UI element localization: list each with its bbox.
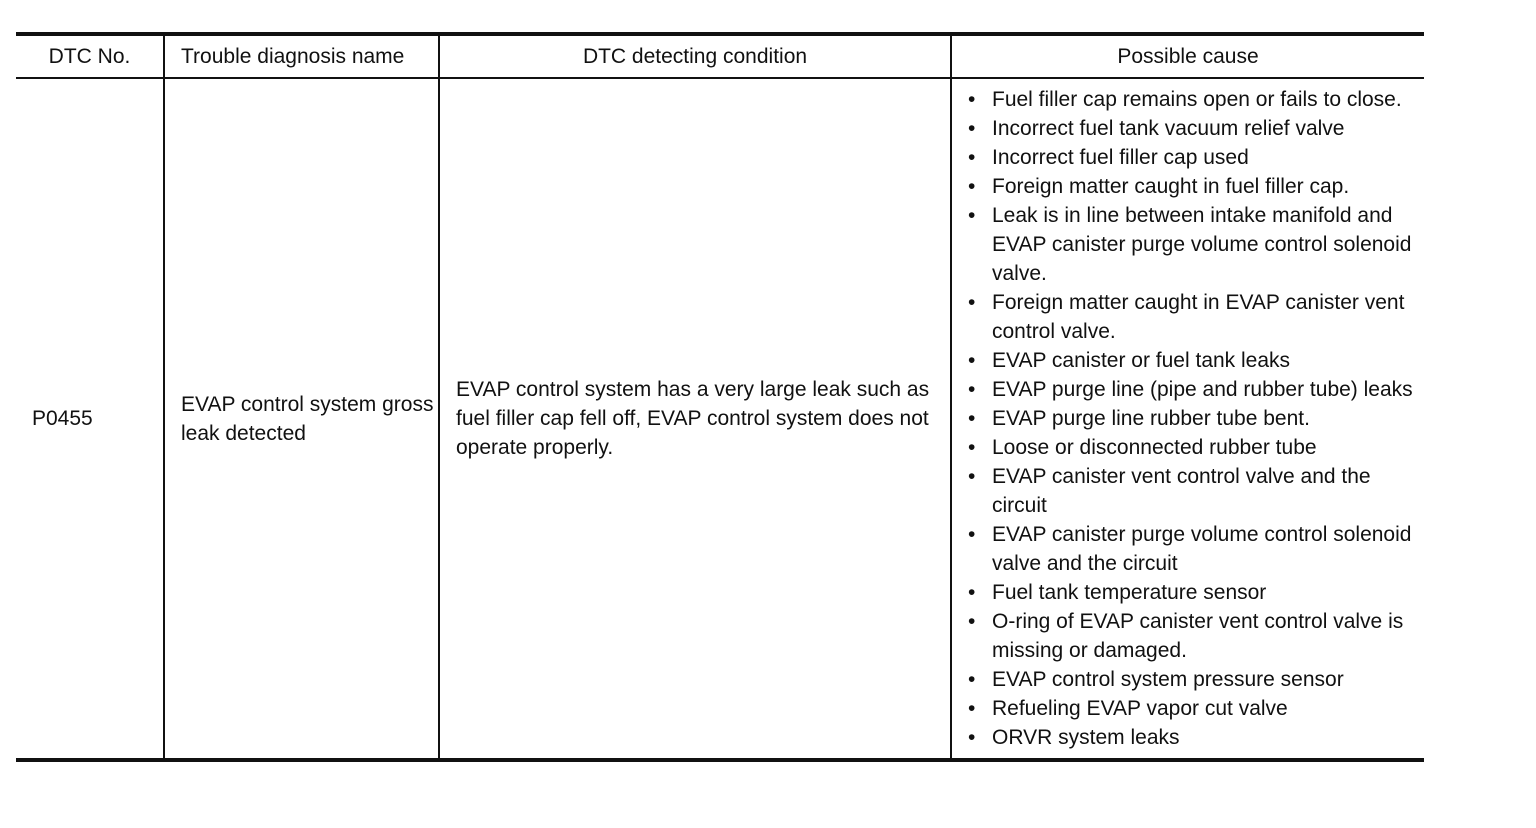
bullet-icon: • [968,291,976,314]
bullet-icon: • [968,465,976,488]
possible-cause-text: Fuel filler cap remains open or fails to close. [992,88,1402,111]
possible-cause-item [968,288,1416,346]
possible-cause-text: Leak is in line between intake manifold and EVAP canister purge volume control solenoid valve. [992,204,1412,285]
possible-cause-text: Foreign matter caught in fuel filler cap. [992,175,1350,198]
bullet-icon: • [968,436,976,459]
bullet-icon: • [968,610,976,633]
bullet-icon: • [968,697,976,720]
possible-cause-text: Incorrect fuel filler cap used [992,146,1249,169]
table-header [16,34,1424,78]
possible-cause-text: EVAP canister or fuel tank leaks [992,349,1291,372]
possible-cause-text: EVAP canister vent control valve and the circuit [992,465,1371,517]
bullet-icon: • [968,117,976,140]
possible-cause-list [968,85,1416,752]
table-body [16,78,1424,760]
bullet-icon: • [968,349,976,372]
possible-cause-item [968,143,1416,172]
bullet-icon: • [968,146,976,169]
bullet-icon: • [968,668,976,691]
header-row [16,34,1424,78]
possible-cause-item [968,694,1416,723]
possible-cause-item [968,520,1416,578]
possible-cause-item [968,433,1416,462]
bullet-icon: • [968,204,976,227]
possible-cause-item [968,607,1416,665]
cell-dtc-no: P0455 [16,78,164,760]
possible-cause-text: EVAP canister purge volume control solenoid valve and the circuit [992,523,1412,575]
dtc-table [16,32,1424,762]
possible-cause-item [968,85,1416,114]
possible-cause-text: Loose or disconnected rubber tube [992,436,1317,459]
header-dtc-detecting-condition: DTC detecting condition [439,34,951,78]
possible-cause-text: Incorrect fuel tank vacuum relief valve [992,117,1345,140]
possible-cause-item [968,172,1416,201]
possible-cause-text: Fuel tank temperature sensor [992,581,1267,604]
possible-cause-item [968,462,1416,520]
possible-cause-text: EVAP purge line rubber tube bent. [992,407,1310,430]
bullet-icon: • [968,523,976,546]
bullet-icon: • [968,581,976,604]
header-trouble-diagnosis-name: Trouble diagnosis name [164,34,439,78]
cell-possible-cause [951,78,1424,760]
header-dtc-no: DTC No. [16,34,164,78]
bullet-icon: • [968,378,976,401]
possible-cause-text: EVAP control system pressure sensor [992,668,1344,691]
table-row [16,78,1424,760]
possible-cause-item [968,375,1416,404]
bullet-icon: • [968,726,976,749]
possible-cause-item [968,404,1416,433]
possible-cause-item [968,201,1416,288]
possible-cause-text: Refueling EVAP vapor cut valve [992,697,1288,720]
possible-cause-text: O-ring of EVAP canister vent control valve is missing or damaged. [992,610,1404,662]
header-possible-cause: Possible cause [951,34,1424,78]
possible-cause-item [968,578,1416,607]
bullet-icon: • [968,175,976,198]
bullet-icon: • [968,407,976,430]
cell-trouble-diagnosis-name: EVAP control system gross leak detected [164,78,439,760]
possible-cause-item [968,346,1416,375]
possible-cause-text: Foreign matter caught in EVAP canister vent control valve. [992,291,1405,343]
possible-cause-text: EVAP purge line (pipe and rubber tube) leaks [992,378,1413,401]
cell-dtc-detecting-condition: EVAP control system has a very large leak such as fuel filler cap fell off, EVAP control system does not operate properly. [439,78,951,760]
bullet-icon: • [968,88,976,111]
possible-cause-item [968,723,1416,752]
possible-cause-item [968,114,1416,143]
possible-cause-item [968,665,1416,694]
possible-cause-text: ORVR system leaks [992,726,1180,749]
